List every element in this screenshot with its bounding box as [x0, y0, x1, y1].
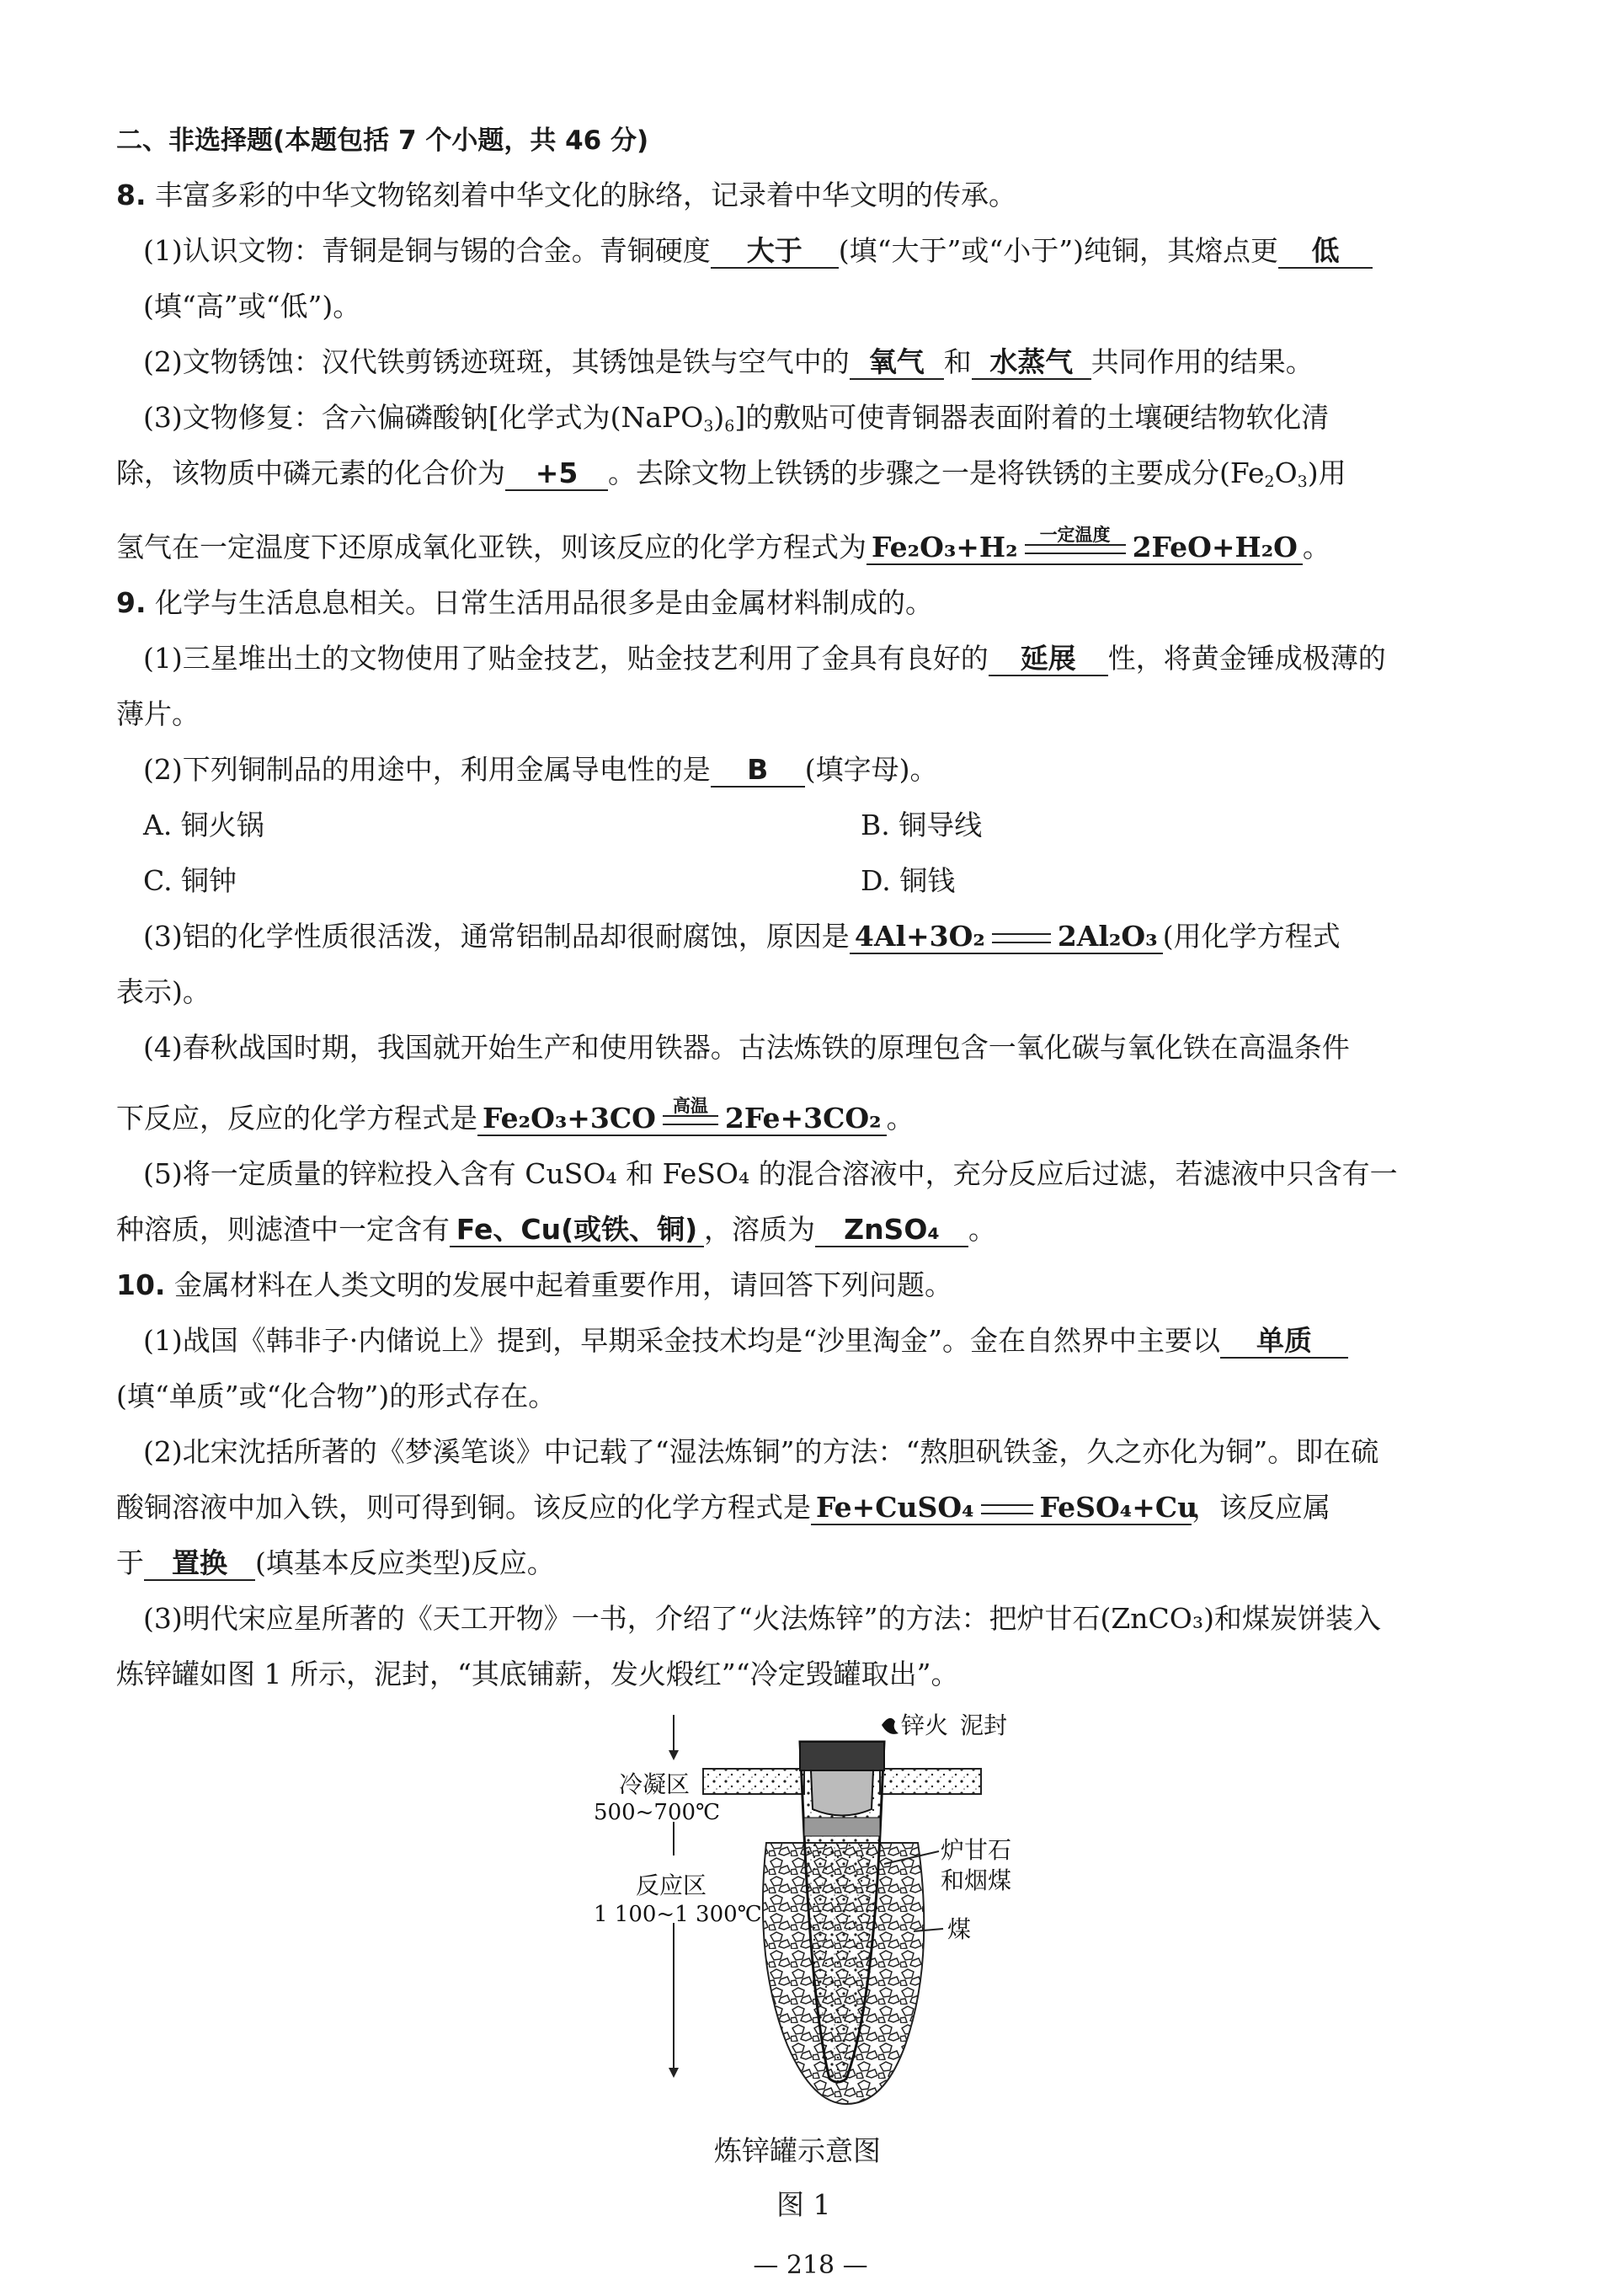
- q8-p2-text-b: 和: [943, 345, 972, 378]
- q8-p1-text-b: (填“大于”或“小于”)纯铜，其熔点更: [838, 234, 1278, 267]
- q9-part4-line: (4)春秋战国时期，我国就开始生产和使用铁器。古法炼铁的原理包含一氧化碳与氧化铁在高温条件: [143, 1031, 1350, 1064]
- q10-part1-cont: (填“单质”或“化合物”)的形式存在。: [116, 1380, 557, 1412]
- q8-answer-5: +5: [505, 457, 608, 491]
- q10-equation-answer: [811, 1491, 1198, 1525]
- q9-part4-line2: [116, 1096, 914, 1137]
- q8-stem: 丰富多彩的中华文物铭刻着中华文化的脉络，记录着中华文明的传承。: [155, 179, 1016, 211]
- q10-stem-line: [116, 1267, 952, 1304]
- q9-option-c: C. 铜钟: [143, 864, 237, 897]
- q9-p1-text-a: (1)三星堆出土的文物使用了贴金技艺，贴金技艺利用了金具有良好的: [143, 642, 989, 675]
- floor-slab-right: [880, 1769, 981, 1794]
- q10-answer-2: 置换: [144, 1547, 255, 1581]
- q8-stem-line: [116, 177, 1016, 214]
- q9-end-punct-2: 。: [968, 1213, 996, 1246]
- section-title: 二、非选择题(本题包括 7 个小题，共 46 分): [116, 125, 649, 156]
- q10-part3-line2: 炼锌罐如图 1 所示，泥封，“其底铺薪，发火煅红”“冷定毁罐取出”。: [116, 1658, 959, 1690]
- q9-p4-text-b: 下反应，反应的化学方程式是: [116, 1102, 477, 1135]
- q9-answer-3: Fe、Cu(或铁、铜): [450, 1214, 704, 1247]
- q9-number: 9.: [116, 586, 147, 619]
- q8-eq-condition: 一定温度: [1039, 525, 1111, 545]
- q9-p3-text-b: (用化学方程式: [1162, 920, 1341, 953]
- q9-end-punct: 。: [886, 1102, 914, 1135]
- q9-part5-line2: [116, 1211, 996, 1248]
- q8-eq-arrow: [1025, 525, 1126, 554]
- q8-number: 8.: [116, 179, 147, 211]
- q9-eq1-arrow: [992, 933, 1051, 943]
- zinc-pot-diagram: [594, 1708, 1048, 2146]
- label-reaction-zone: 反应区: [636, 1872, 707, 1899]
- q9-stem-line: [116, 585, 933, 622]
- q9-equation-answer-2: [477, 1096, 887, 1136]
- q10-part2-line2: [116, 1489, 1330, 1526]
- q9-eq2-left: Fe₂O₃+3CO: [483, 1102, 656, 1135]
- q10-part2-line3: [116, 1545, 555, 1582]
- q8-answer-3: 氧气: [850, 346, 944, 380]
- zinc-fire-icon: [882, 1718, 898, 1734]
- q10-p2-text-c: ，该反应属: [1192, 1491, 1330, 1524]
- q10-part1-line: [143, 1322, 1348, 1359]
- q9-option-a: A. 铜火锅: [143, 809, 264, 841]
- page-number: — 218 —: [753, 2251, 868, 2280]
- q9-part1-line: [143, 640, 1386, 677]
- q10-p1-text-a: (1)战国《韩非子·内储说上》提到，早期采金技术均是“沙里淘金”。金在自然界中主要以: [143, 1324, 1220, 1357]
- q9-p5-text-b: 种溶质，则滤渣中一定含有: [116, 1213, 450, 1246]
- q10-stem: 金属材料在人类文明的发展中起着重要作用，请回答下列问题。: [173, 1268, 952, 1301]
- q9-part3-cont: 表示)。: [116, 975, 211, 1008]
- q9-p1-text-b: 性，将黄金锤成极薄的: [1107, 642, 1386, 675]
- figure-number: 图 1: [776, 2188, 831, 2221]
- q8-answer-4: 水蒸气: [972, 346, 1091, 380]
- q8-part3-line: (3)文物修复：含六偏磷酸钠[化学式为$(NaPO_3)_6$]的敷贴可使青铜器表面附着的土壤硬结物软化清: [143, 401, 1330, 435]
- q9-option-d: D. 铜钱: [861, 864, 956, 897]
- q8-p3-text-e: O: [1274, 457, 1298, 489]
- q8-end-punct: 。: [1302, 531, 1330, 563]
- label-condense-zone: 冷凝区: [619, 1770, 691, 1798]
- figure-caption: 炼锌罐示意图: [714, 2134, 881, 2167]
- q8-part3-line2: 除，该物质中磷元素的化合价为 +5 。去除文物上铁锈的步骤之一是将铁锈的主要成分$(Fe_2O_3)$用: [116, 457, 1346, 491]
- q10-eq-right: FeSO₄+Cu: [1039, 1491, 1198, 1524]
- measure-arrow-top: [669, 1750, 679, 1760]
- label-ore-line1: 炉甘石: [941, 1836, 1012, 1864]
- q8-p3-sub-1: 3: [703, 417, 714, 435]
- q10-p2-text-d: 于: [116, 1546, 144, 1579]
- q10-part3-line: (3)明代宋应星所著的《天工开物》一书，介绍了“火法炼锌”的方法：把炉甘石(ZnCO₃)和煤炭饼装入: [143, 1602, 1381, 1635]
- floor-slab-left: [703, 1769, 804, 1794]
- q9-eq2-condition: 高温: [672, 1096, 708, 1116]
- q8-answer-2: 低: [1278, 235, 1373, 269]
- condenser-cup: [811, 1770, 873, 1816]
- q9-p5-text-c: ，溶质为: [704, 1213, 815, 1246]
- q8-p1-text-a: (1)认识文物：青铜是铜与锡的合金。青铜硬度: [143, 234, 711, 267]
- q10-p2-text-e: (填基本反应类型)反应。: [255, 1546, 555, 1579]
- q10-p2-text-b: 酸铜溶液中加入铁，则可得到铜。该反应的化学方程式是: [116, 1491, 811, 1524]
- q9-stem: 化学与生活息息相关。日常生活用品很多是由金属材料制成的。: [155, 586, 933, 619]
- q10-part2-line: (2)北宋沈括所著的《梦溪笔谈》中记载了“湿法炼铜”的方法：“熬胆矾铁釜，久之亦化为铜”。即在硫: [143, 1435, 1379, 1468]
- measure-arrow-bottom: [669, 2068, 679, 2078]
- q10-answer-1: 单质: [1220, 1325, 1348, 1359]
- label-condense-temp: 500~700℃: [594, 1800, 721, 1825]
- label-coal: 煤: [947, 1915, 972, 1943]
- q8-p3-text-c: 除，该物质中磷元素的化合价为: [116, 457, 505, 489]
- q9-answer-4: ZnSO₄: [815, 1214, 968, 1247]
- label-zinc-fire: 锌火: [901, 1711, 949, 1739]
- q8-equation-answer: [866, 525, 1303, 565]
- q8-eq-right: 2FeO+H₂O: [1132, 531, 1298, 563]
- q8-answer-1: 大于: [711, 235, 839, 269]
- q8-eq-left: Fe₂O₃+H₂: [872, 531, 1018, 563]
- label-mud-seal: 泥封: [960, 1711, 1008, 1739]
- label-reaction-temp: 1 100~1 300℃: [594, 1902, 762, 1927]
- q9-eq1-left: 4Al+3O₂: [854, 920, 985, 953]
- q9-answer-2: B: [711, 754, 805, 788]
- q9-p2-text-b: (填字母)。: [804, 753, 938, 786]
- mud-seal: [800, 1742, 884, 1770]
- q10-eq-arrow: [981, 1504, 1033, 1514]
- q8-part1-line: [143, 232, 1373, 270]
- q8-part3-line3: [116, 525, 1330, 566]
- q8-part2-line: [143, 344, 1314, 381]
- q9-equation-answer-1: [850, 921, 1163, 954]
- q10-eq-left: Fe+CuSO₄: [816, 1491, 974, 1524]
- q9-eq2-right: 2Fe+3CO₂: [724, 1102, 882, 1135]
- zinc-smelting-figure: [594, 1708, 1048, 2146]
- q9-part5-line: (5)将一定质量的锌粒投入含有 CuSO₄ 和 FeSO₄ 的混合溶液中，充分反应后过滤，若滤液中只含有一: [143, 1157, 1398, 1190]
- q9-part3-line: [143, 918, 1341, 955]
- q9-option-b: B. 铜导线: [861, 809, 983, 841]
- q8-p3-text-b: ]的敷贴可使青铜器表面附着的土壤硬结物软化清: [734, 401, 1330, 434]
- q9-part1-cont: 薄片。: [116, 697, 200, 730]
- q8-p3-text-f: )用: [1307, 457, 1346, 489]
- q8-p3-text-g: 氢气在一定温度下还原成氧化亚铁，则该反应的化学方程式为: [116, 531, 866, 563]
- q9-p2-text-a: (2)下列铜制品的用途中，利用金属导电性的是: [143, 753, 711, 786]
- q8-p2-text-c: 共同作用的结果。: [1090, 345, 1314, 378]
- q9-eq1-right: 2Al₂O₃: [1057, 920, 1158, 953]
- q9-answer-1: 延展: [989, 643, 1108, 676]
- q9-eq2-arrow: [663, 1096, 718, 1125]
- label-ore-line2: 和烟煤: [941, 1866, 1012, 1894]
- q9-part2-line: [143, 751, 938, 788]
- zinc-layer: [804, 1818, 880, 1836]
- q8-p3-text-d: 。去除文物上铁锈的步骤之一是将铁锈的主要成分(Fe: [608, 457, 1265, 489]
- q10-number: 10.: [116, 1268, 166, 1301]
- q8-part1-cont: (填“高”或“低”)。: [143, 290, 361, 323]
- q8-p3-sub-2: 6: [724, 417, 735, 435]
- q8-p3-text-a: (3)文物修复：含六偏磷酸钠[化学式为(NaPO: [143, 401, 704, 434]
- q9-p3-text-a: (3)铝的化学性质很活泼，通常铝制品却很耐腐蚀，原因是: [143, 920, 850, 953]
- q8-p2-text-a: (2)文物锈蚀：汉代铁剪锈迹斑斑，其锈蚀是铁与空气中的: [143, 345, 850, 378]
